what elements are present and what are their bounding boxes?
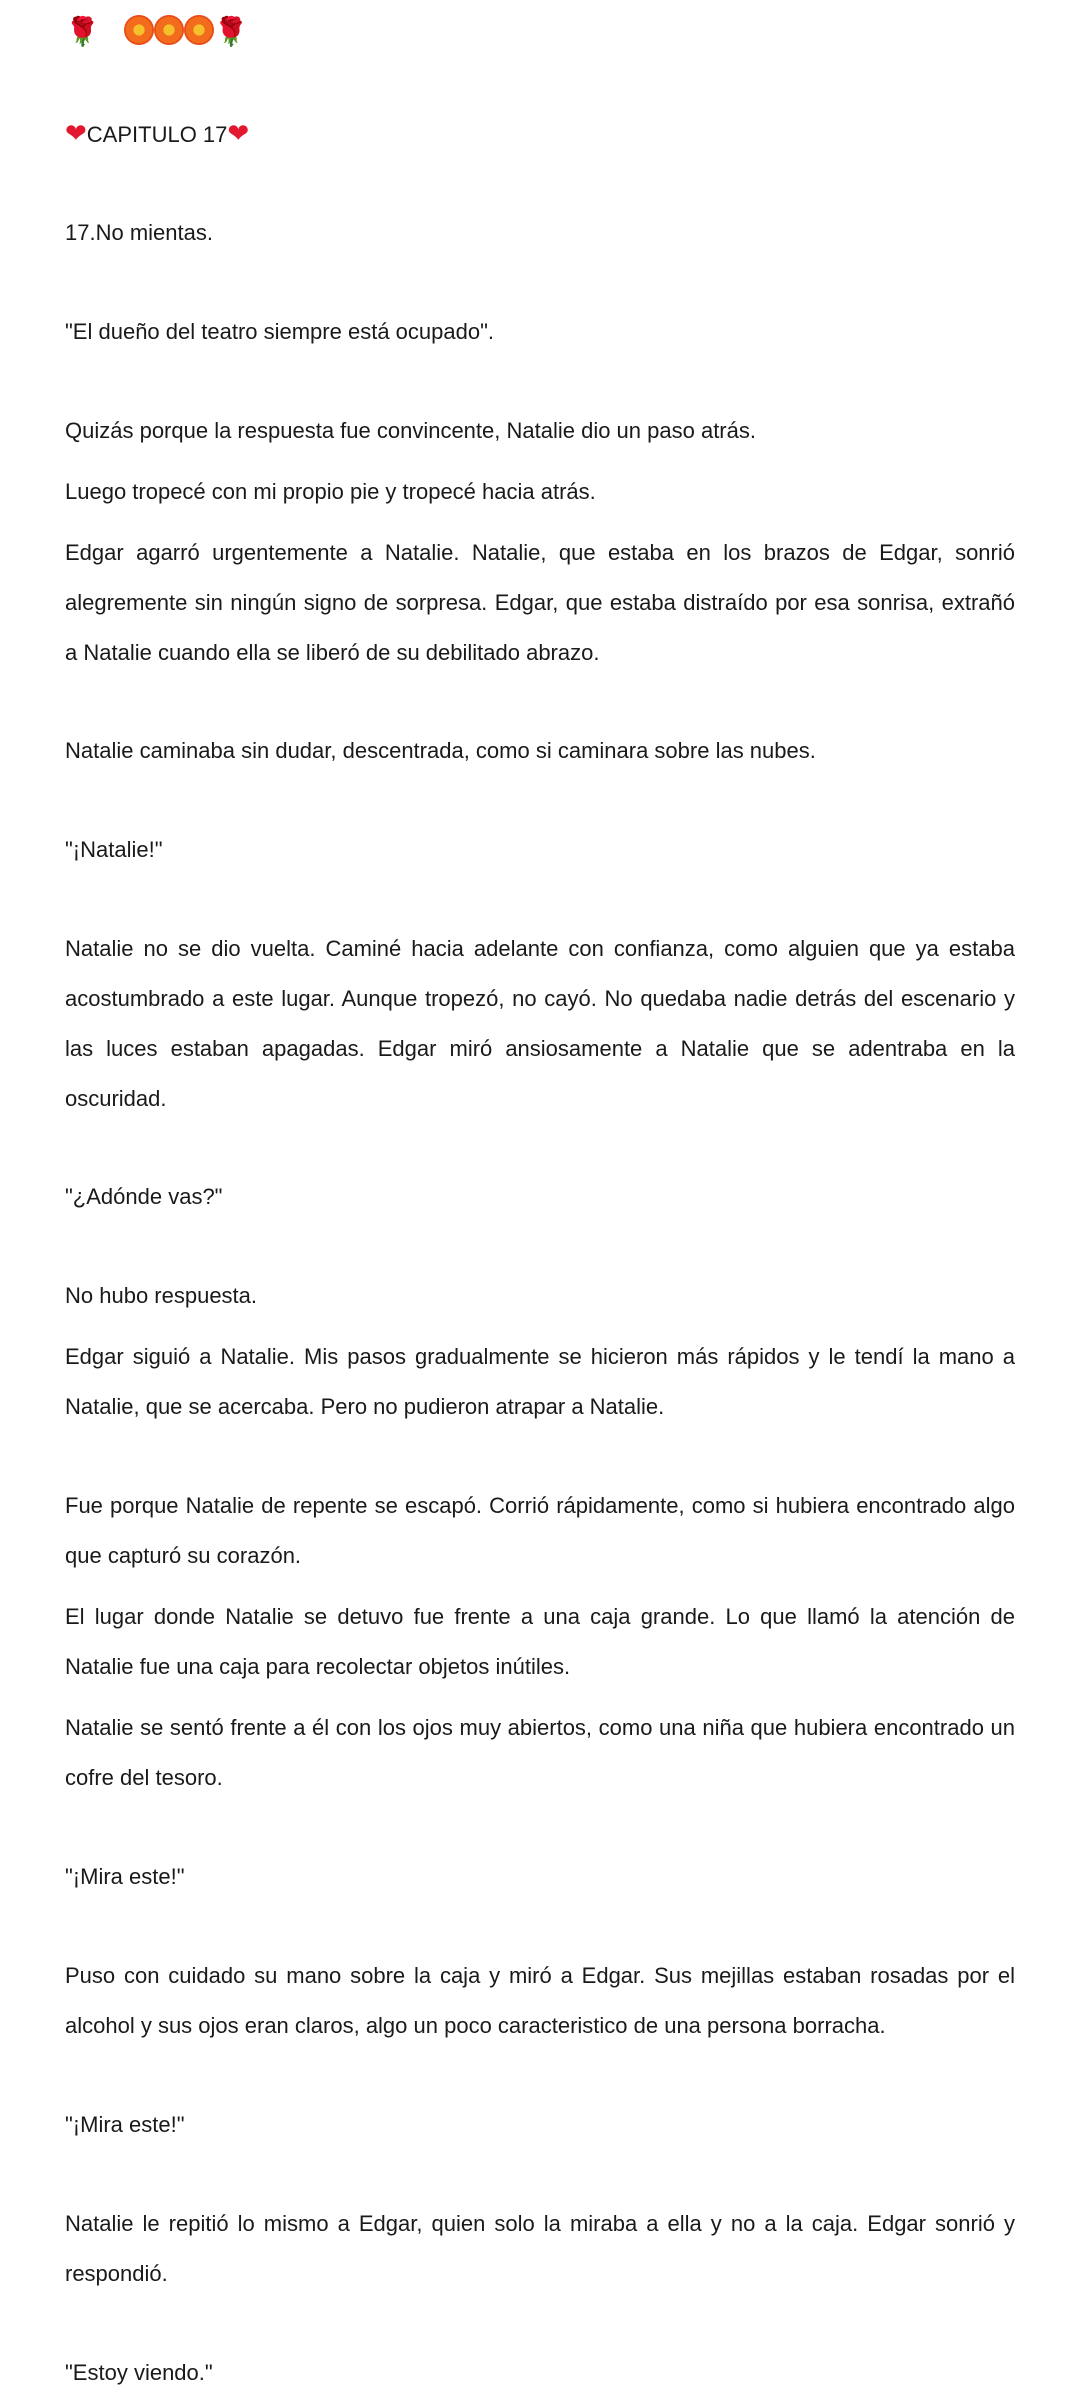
rose-icon: 🌹 bbox=[213, 16, 251, 47]
paragraph: Natalie no se dio vuelta. Caminé hacia adelante con confianza, como alguien que ya estaba acostumbrado a este lugar. Aunque tropezó, no cayó. No quedaba nadie detrás del escenario y las luces estaban apagadas. Edgar miró ansiosamente a Natalie que se adentraba en la oscuridad. bbox=[65, 936, 1015, 1111]
chapter-title bbox=[65, 114, 249, 154]
heart-icon: ❤ bbox=[227, 118, 250, 148]
chapter-title-text: CAPITULO 17 bbox=[86, 122, 228, 147]
paragraph: Natalie caminaba sin dudar, descentrada, como si caminara sobre las nubes. bbox=[65, 738, 816, 763]
paragraph: "¡Mira este!" bbox=[65, 2112, 185, 2137]
flower-icon bbox=[154, 15, 184, 45]
paragraph: No hubo respuesta. bbox=[65, 1283, 258, 1308]
paragraph: "¡Natalie!" bbox=[65, 837, 163, 862]
rose-icon: 🌹 bbox=[65, 16, 102, 47]
paragraph: Natalie le repitió lo mismo a Edgar, quien solo la miraba a ella y no a la caja. Edgar sonrió y respondió. bbox=[65, 2211, 1015, 2286]
flower-icon bbox=[124, 15, 154, 45]
paragraph: Edgar agarró urgentemente a Natalie. Natalie, que estaba en los brazos de Edgar, sonrió alegremente sin ningún signo de sorpresa. Edgar, que estaba distraído por esa sonrisa, extrañó a Natalie cuando ella se liberó de su debilitado abrazo. bbox=[65, 540, 1015, 665]
paragraph: El lugar donde Natalie se detuvo fue frente a una caja grande. Lo que llamó la atención de Natalie fue una caja para recolectar objetos inútiles. bbox=[65, 1604, 1015, 1679]
paragraph: "¡Mira este!" bbox=[65, 1864, 185, 1889]
paragraph: Fue porque Natalie de repente se escapó. Corrió rápidamente, como si hubiera encontrado algo que capturó su corazón. bbox=[65, 1493, 1015, 1568]
paragraph: Quizás porque la respuesta fue convincente, Natalie dio un paso atrás. bbox=[65, 418, 756, 443]
paragraph: Puso con cuidado su mano sobre la caja y miró a Edgar. Sus mejillas estaban rosadas por el alcohol y sus ojos eran claros, algo un poco caracteristico de una persona borracha. bbox=[65, 1963, 1015, 2038]
paragraph: "¿Adónde vas?" bbox=[65, 1184, 223, 1209]
decoration-row bbox=[65, 12, 251, 52]
paragraph: "Estoy viendo." bbox=[65, 2360, 213, 2385]
paragraph: Luego tropecé con mi propio pie y tropecé hacia atrás. bbox=[65, 479, 596, 504]
paragraph: 17.No mientas. bbox=[65, 220, 213, 245]
paragraph: Edgar siguió a Natalie. Mis pasos gradualmente se hicieron más rápidos y le tendí la mano a Natalie, que se acercaba. Pero no pudieron atrapar a Natalie. bbox=[65, 1344, 1015, 1419]
paragraph: "El dueño del teatro siempre está ocupado". bbox=[65, 319, 494, 344]
flower-icon bbox=[184, 15, 214, 45]
heart-icon: ❤ bbox=[65, 118, 87, 148]
paragraph: Natalie se sentó frente a él con los ojos muy abiertos, como una niña que hubiera encontrado un cofre del tesoro. bbox=[65, 1715, 1015, 1790]
